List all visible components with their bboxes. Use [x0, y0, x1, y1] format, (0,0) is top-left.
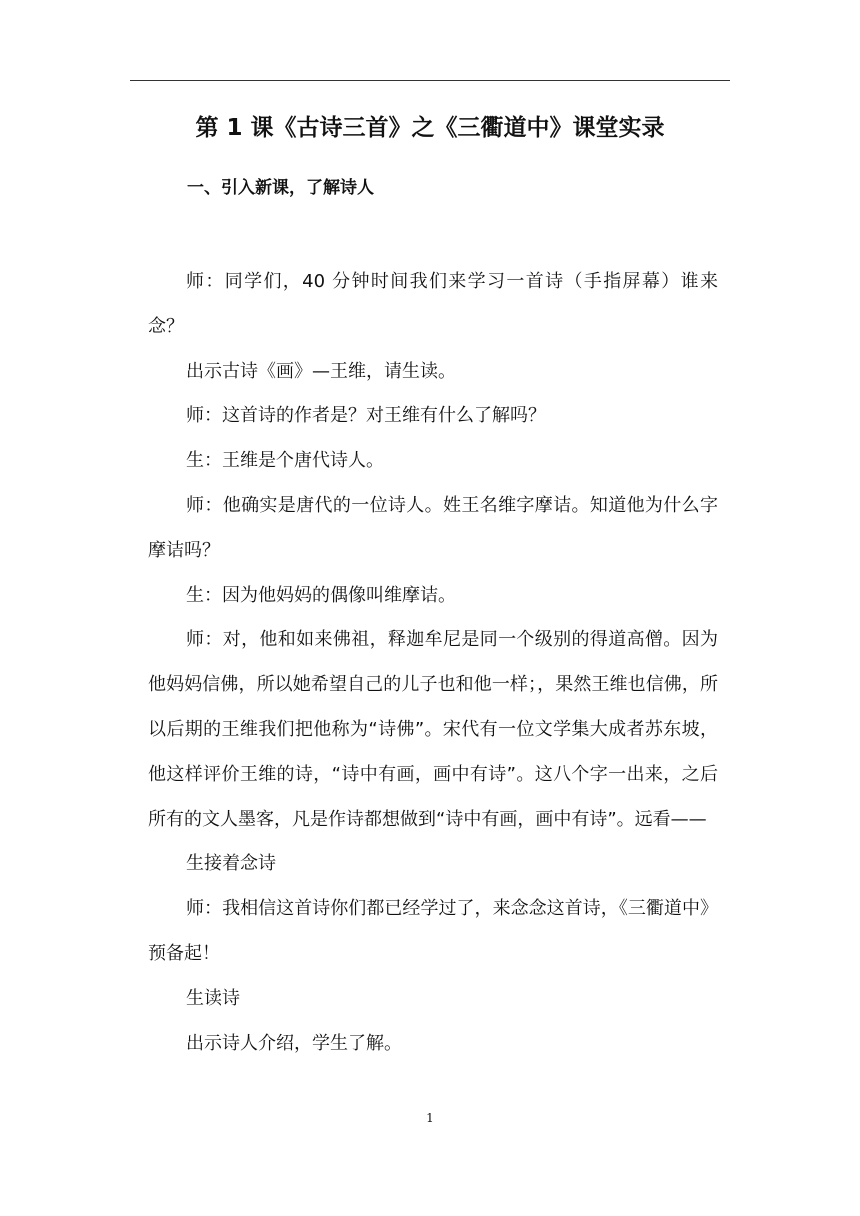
paragraph: 师：对，他和如来佛祖，释迦牟尼是同一个级别的得道高僧。因为他妈妈信佛，所以她希望自己的儿子也和他一样；，果然王维也信佛，所以后期的王维我们把他称为“诗佛”。宋代有一位文学集大成者苏东坡，他这样评价王维的诗，“诗中有画，画中有诗”。这八个字一出来，之后所有的文人墨客，凡是作诗都想做到“诗中有画，画中有诗”。远看—— [148, 629, 718, 830]
paragraph: 师：这首诗的作者是？对王维有什么了解吗？ [186, 405, 546, 427]
paragraph: 生读诗 [186, 987, 240, 1009]
paragraph: 师：他确实是唐代的一位诗人。姓王名维字摩诘。知道他为什么字摩诘吗？ [148, 494, 718, 561]
page-number: 1 [426, 1111, 434, 1125]
document-title: 第 1 课《古诗三首》之《三衢道中》课堂实录 [195, 115, 665, 141]
paragraph: 出示古诗《画》—王维，请生读。 [186, 360, 456, 382]
paragraph: 生：王维是个唐代诗人。 [186, 450, 384, 472]
paragraph: 生接着念诗 [186, 853, 276, 875]
document-body [148, 260, 718, 1066]
section-heading: 一、引入新课，了解诗人 [187, 178, 374, 198]
paragraph: 出示诗人介绍，学生了解。 [186, 1032, 402, 1054]
paragraph: 师：同学们，40 分钟时间我们来学习一首诗（手指屏幕）谁来念？ [148, 271, 718, 337]
header-rule [130, 80, 730, 81]
paragraph: 生：因为他妈妈的偶像叫维摩诘。 [186, 584, 456, 606]
paragraph: 师：我相信这首诗你们都已经学过了，来念念这首诗，《三衢道中》预备起！ [148, 898, 718, 964]
